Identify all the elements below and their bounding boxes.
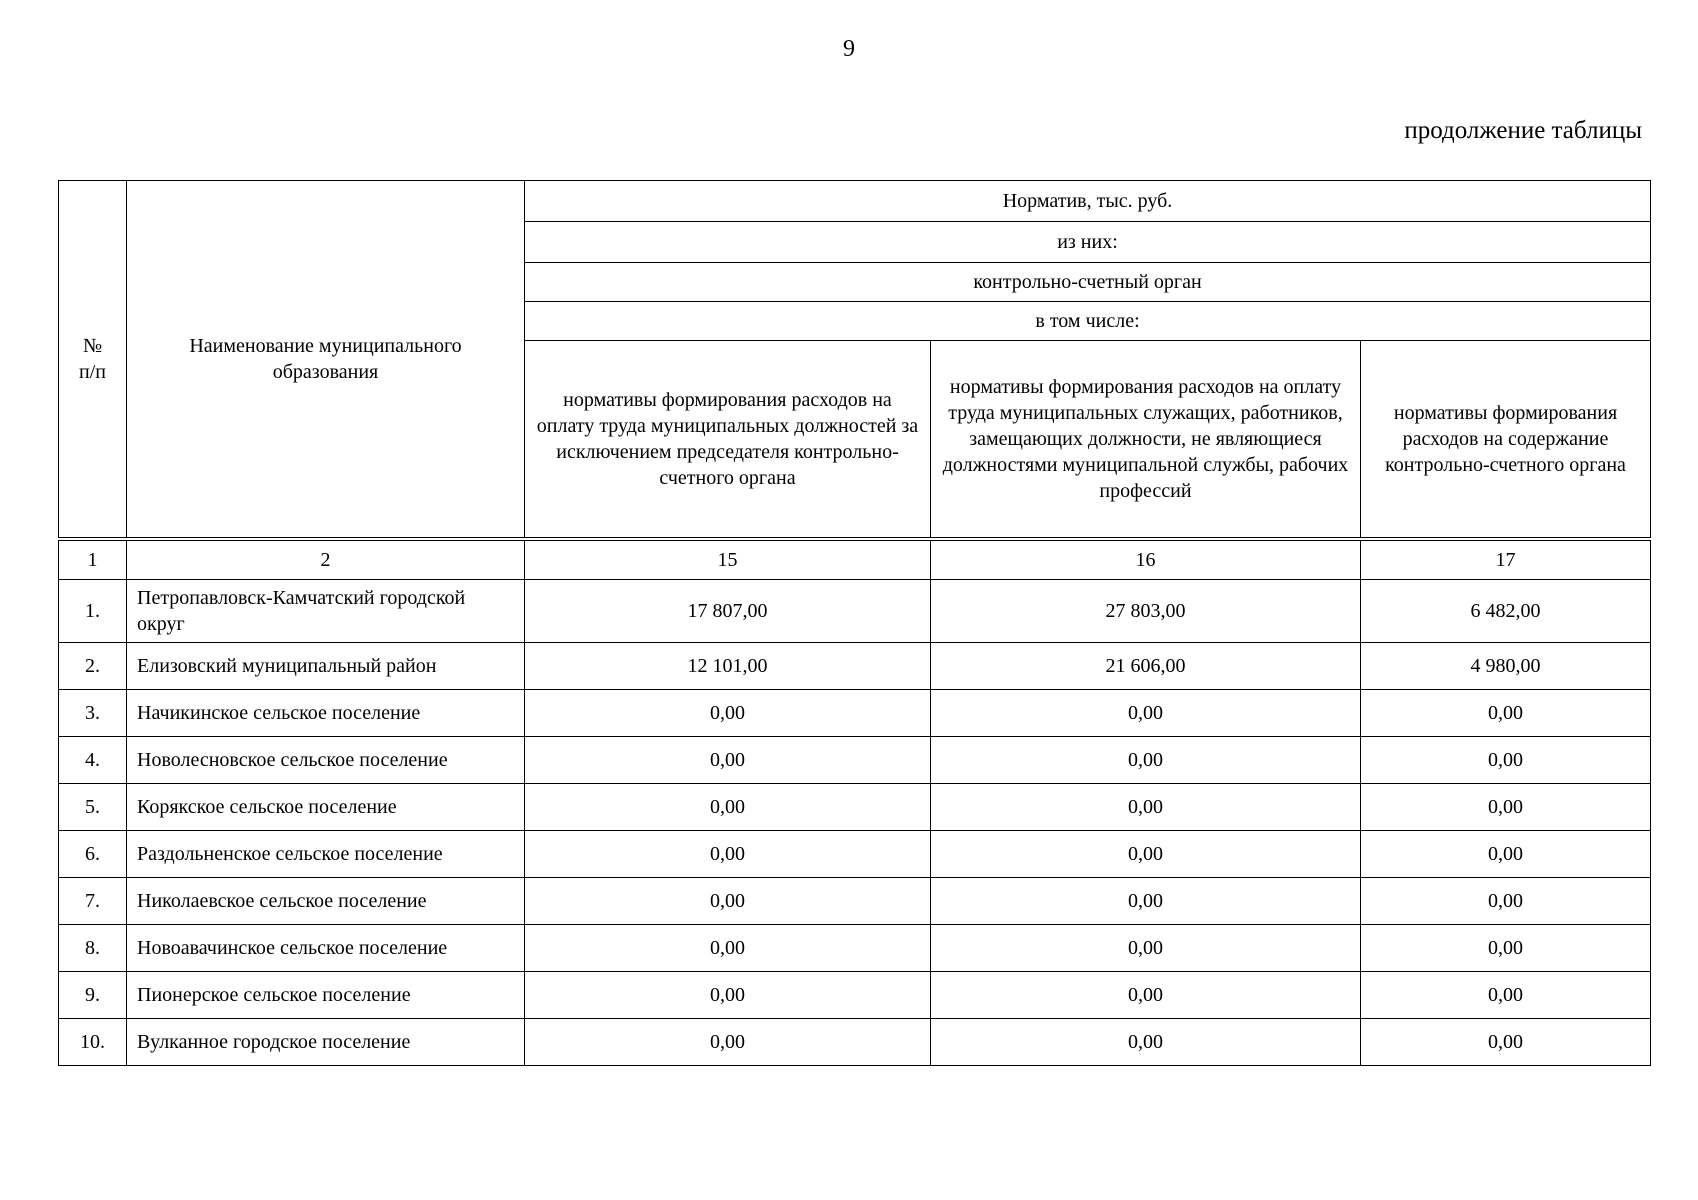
municipality-name: Новолесновское сельское поселение: [127, 737, 525, 784]
value-col-17: 0,00: [1361, 972, 1651, 1019]
header-including: в том числе:: [525, 302, 1651, 341]
municipality-name: Начикинское сельское поселение: [127, 690, 525, 737]
value-col-16: 0,00: [931, 690, 1361, 737]
header-sub-col-15: нормативы формирования расходов на оплату труда муниципальных должностей за исключением председателя контрольно-счетного органа: [525, 341, 931, 538]
value-col-16: 21 606,00: [931, 643, 1361, 690]
header-control-body: контрольно-счетный орган: [525, 263, 1651, 302]
table-row: [59, 784, 1651, 831]
row-number: 9.: [59, 972, 127, 1019]
column-number-row: [59, 541, 1651, 580]
value-col-17: 0,00: [1361, 690, 1651, 737]
row-number: 4.: [59, 737, 127, 784]
value-col-15: 0,00: [525, 972, 931, 1019]
column-number: 16: [931, 541, 1361, 580]
value-col-17: 6 482,00: [1361, 580, 1651, 643]
header-sub-col-16: нормативы формирования расходов на оплату труда муниципальных служащих, работников, замещающих должности, не являющиеся должностями муниципальной службы, рабочих профессий: [931, 341, 1361, 538]
value-col-17: 0,00: [1361, 878, 1651, 925]
column-number: 17: [1361, 541, 1651, 580]
table-header: [58, 180, 1651, 538]
value-col-16: 0,00: [931, 831, 1361, 878]
header-col-number: № п/п: [59, 181, 127, 538]
value-col-15: 0,00: [525, 925, 931, 972]
column-number: 2: [127, 541, 525, 580]
table-row: [59, 925, 1651, 972]
row-number: 3.: [59, 690, 127, 737]
municipality-name: Елизовский муниципальный район: [127, 643, 525, 690]
row-number: 2.: [59, 643, 127, 690]
value-col-16: 0,00: [931, 925, 1361, 972]
value-col-17: 0,00: [1361, 925, 1651, 972]
row-number: 6.: [59, 831, 127, 878]
value-col-16: 0,00: [931, 972, 1361, 1019]
value-col-17: 0,00: [1361, 831, 1651, 878]
table-row: [59, 643, 1651, 690]
municipality-name: Пионерское сельское поселение: [127, 972, 525, 1019]
municipality-name: Вулканное городское поселение: [127, 1019, 525, 1066]
table-row: [59, 878, 1651, 925]
municipality-name: Николаевское сельское поселение: [127, 878, 525, 925]
row-number: 5.: [59, 784, 127, 831]
value-col-17: 0,00: [1361, 737, 1651, 784]
value-col-16: 0,00: [931, 784, 1361, 831]
table-row: [59, 831, 1651, 878]
municipality-name: Корякское сельское поселение: [127, 784, 525, 831]
value-col-16: 27 803,00: [931, 580, 1361, 643]
value-col-16: 0,00: [931, 1019, 1361, 1066]
row-number: 8.: [59, 925, 127, 972]
header-normative: Норматив, тыс. руб.: [525, 181, 1651, 222]
page-number: 9: [843, 36, 855, 62]
table-body: [58, 540, 1651, 1066]
value-col-15: 0,00: [525, 784, 931, 831]
municipality-name: Петропавловск-Камчатский городской округ: [127, 580, 525, 643]
table-row: [59, 737, 1651, 784]
value-col-15: 0,00: [525, 737, 931, 784]
municipality-name: Раздольненское сельское поселение: [127, 831, 525, 878]
table-row: [59, 690, 1651, 737]
value-col-17: 0,00: [1361, 1019, 1651, 1066]
row-number: 7.: [59, 878, 127, 925]
value-col-15: 0,00: [525, 878, 931, 925]
column-number: 15: [525, 541, 931, 580]
table-row: [59, 1019, 1651, 1066]
value-col-15: 17 807,00: [525, 580, 931, 643]
table-row: [59, 972, 1651, 1019]
row-number: 10.: [59, 1019, 127, 1066]
value-col-15: 0,00: [525, 1019, 931, 1066]
column-number: 1: [59, 541, 127, 580]
header-of-them: из них:: [525, 222, 1651, 263]
value-col-15: 0,00: [525, 831, 931, 878]
header-col-name: Наименование муниципального образования: [127, 181, 525, 538]
table-row: [59, 580, 1651, 643]
continuation-label: продолжение таблицы: [1404, 117, 1642, 144]
value-col-17: 4 980,00: [1361, 643, 1651, 690]
value-col-15: 12 101,00: [525, 643, 931, 690]
header-sub-col-17: нормативы формирования расходов на содержание контрольно-счетного органа: [1361, 341, 1651, 538]
row-number: 1.: [59, 580, 127, 643]
value-col-15: 0,00: [525, 690, 931, 737]
value-col-16: 0,00: [931, 878, 1361, 925]
municipality-name: Новоавачинское сельское поселение: [127, 925, 525, 972]
value-col-16: 0,00: [931, 737, 1361, 784]
value-col-17: 0,00: [1361, 784, 1651, 831]
